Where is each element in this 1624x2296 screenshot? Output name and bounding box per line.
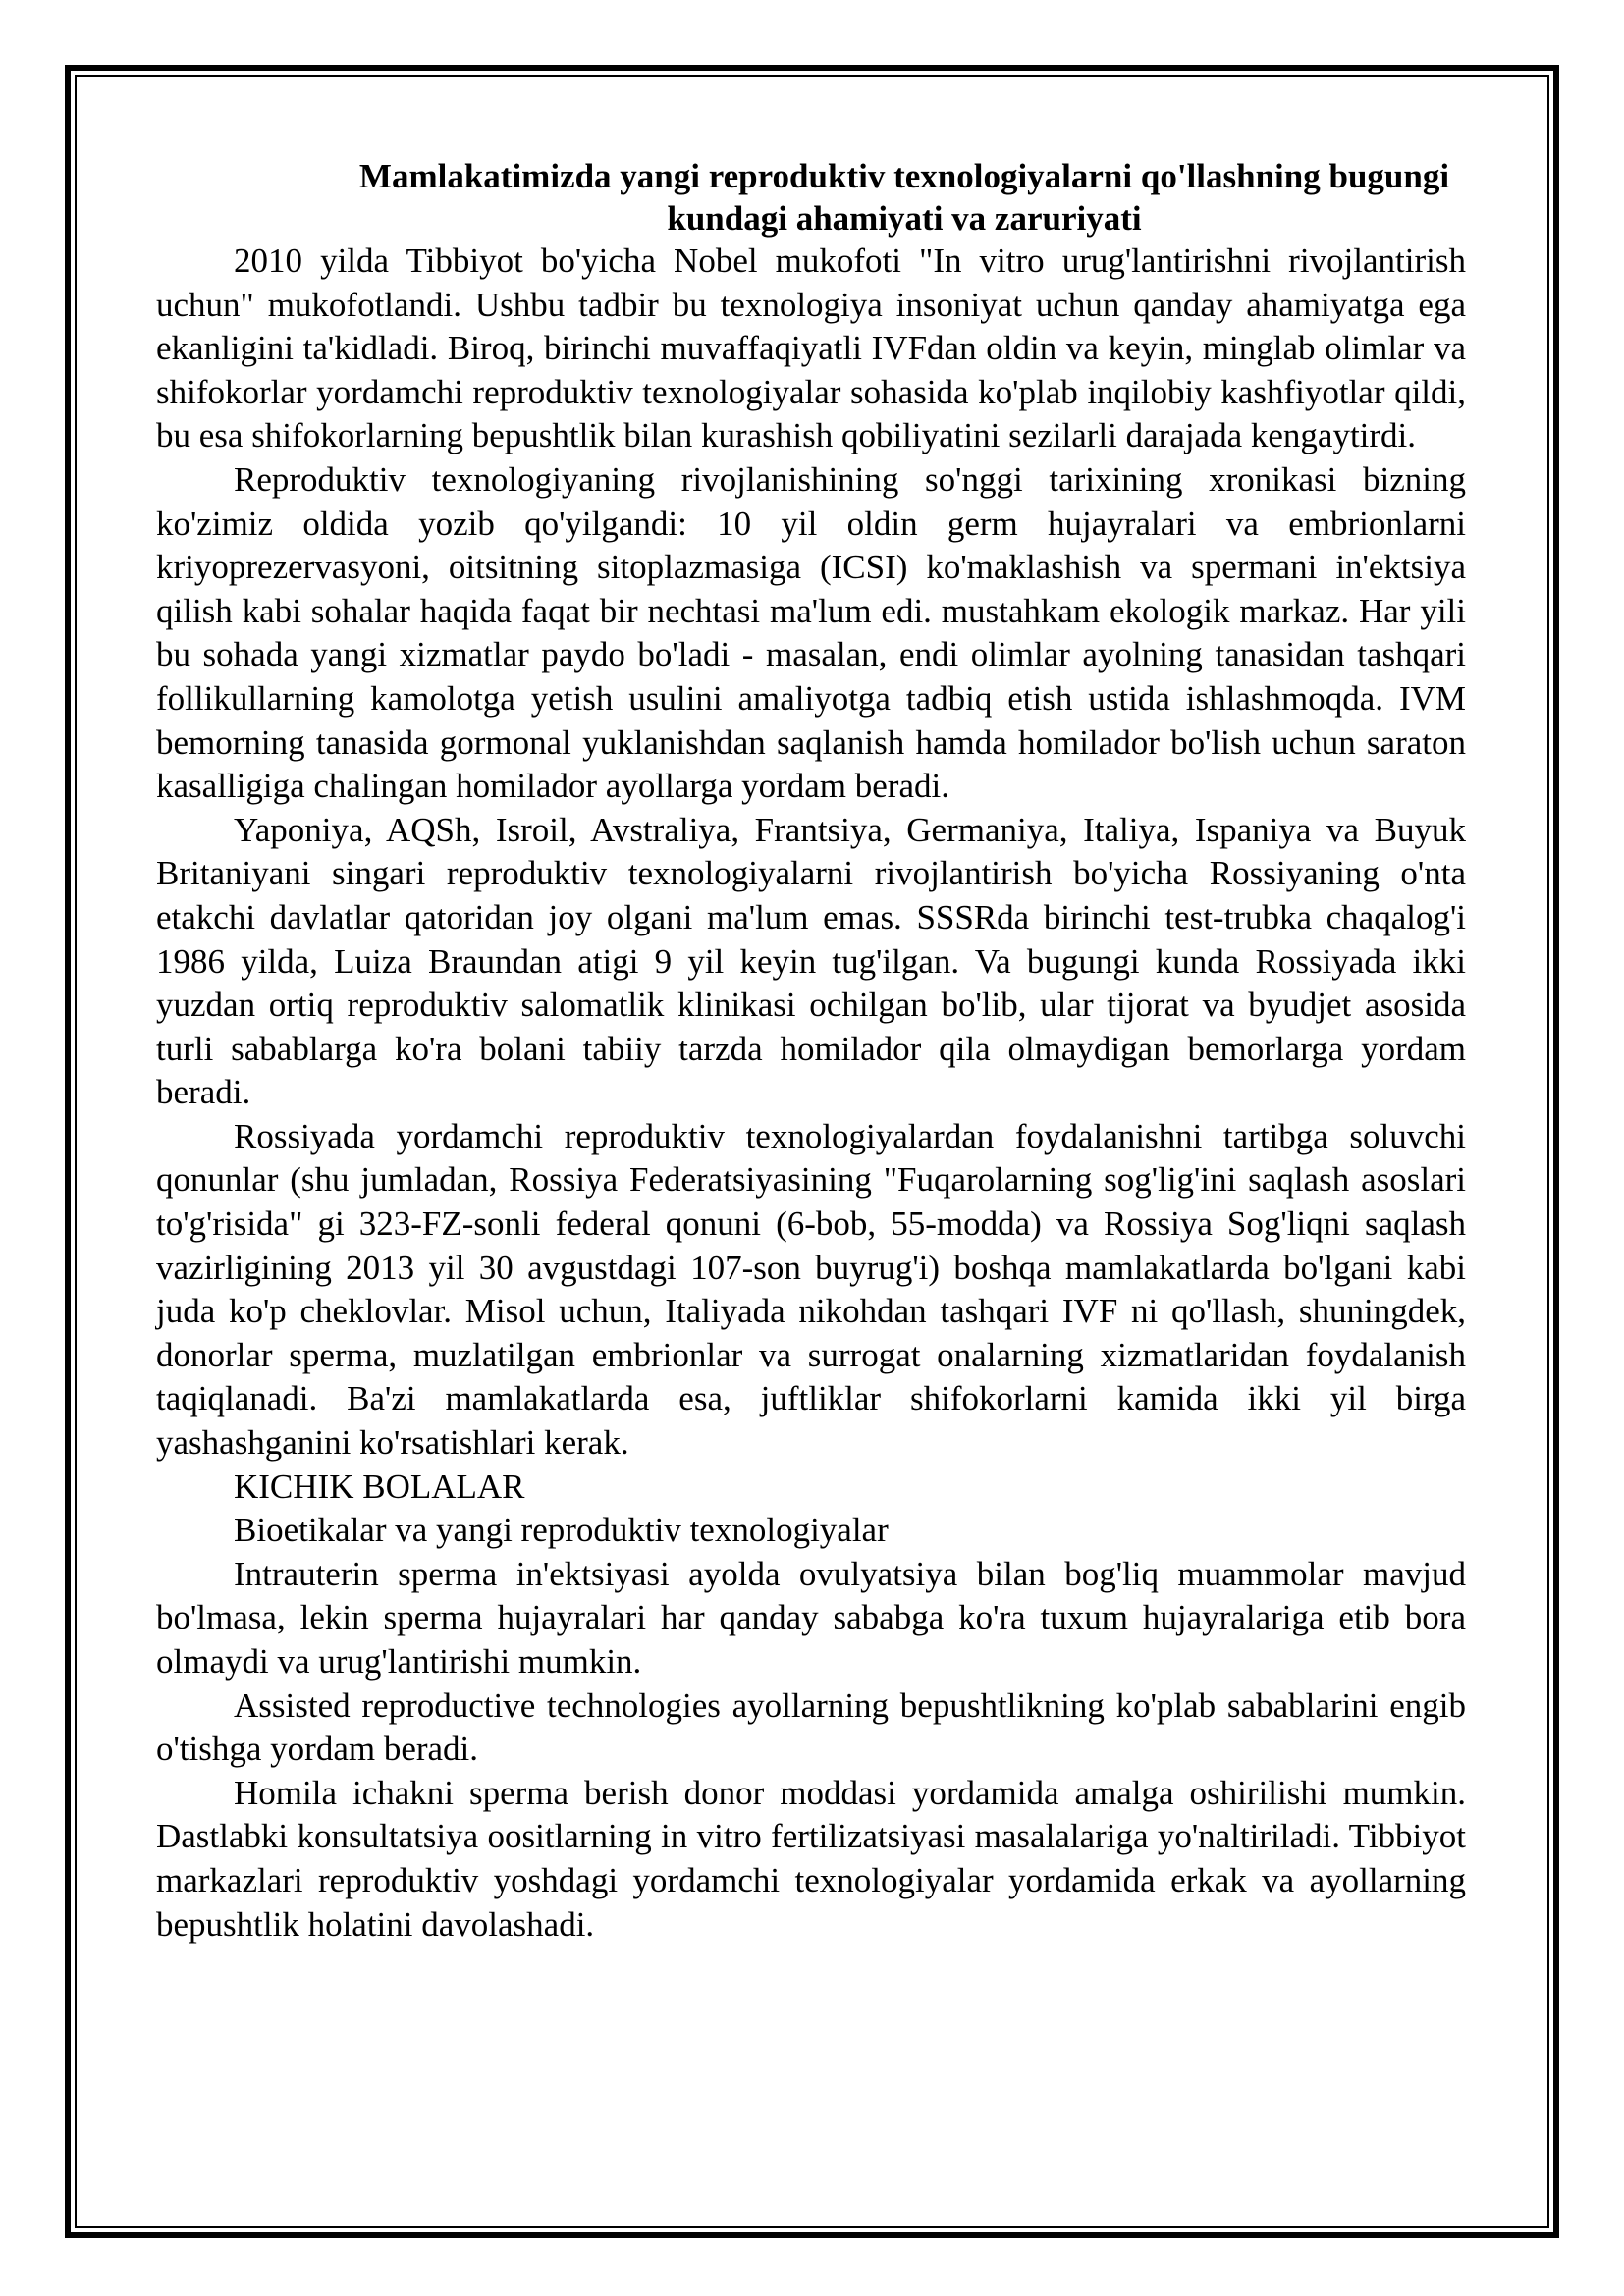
document-body — [156, 155, 1466, 1947]
section-heading-kichik-bolalar: KICHIK BOLALAR — [234, 1467, 525, 1506]
paragraph-nobel-prize: 2010 yilda Tibbiyot bo'yicha Nobel mukofoti "In vitro urug'lantirishni rivojlantirish uchun" mukofotlandi. Ushbu tadbir bu texnologiya insoniyat uchun qanday ahamiyatga ega ekanligini ta'kidladi. Biroq, birinchi muvaffaqiyatli IVFdan oldin va keyin, minglab olimlar va shifokorlar yordamchi reproduktiv texnologiyalar sohasida ko'plab inqilobiy kashfiyotlar qildi, bu esa shifokorlarning bepushtlik bilan kurashish qobiliyatini sezilarli darajada kengaytirdi. — [156, 241, 1466, 455]
paragraph-leading-countries: Yaponiya, AQSh, Isroil, Avstraliya, Frantsiya, Germaniya, Italiya, Ispaniya va Buyuk Britaniyani singari reproduktiv texnologiyalarni rivojlantirish bo'yicha Rossiyaning o'nta etakchi davlatlar qatoridan joy olgani ma'lum emas. SSSRda birinchi test-trubka chaqalog'i 1986 yilda, Luiza Braundan atigi 9 yil keyin tug'ilgan. Va bugungi kunda Rossiyada ikki yuzdan ortiq reproduktiv salomatlik klinikasi ochilgan bo'lib, ular tijorat va byudjet asosida turli sabablarga ko'ra bolani tabiiy tarzda homilador qila olmaydigan bemorlarga yordam beradi. — [156, 810, 1466, 1112]
paragraph-donor-consultation: Homila ichakni sperma berish donor moddasi yordamida amalga oshirilishi mumkin. Dastlabki konsultatsiya oositlarning in vitro fertilizatsiyasi masalalariga yo'naltiriladi. Tibbiyot markazlari reproduktiv yoshdagi yordamchi texnologiyalar yordamida erkak va ayollarning bepushtlik holatini davolashadi. — [156, 1773, 1466, 1944]
paragraph-technology-history: Reproduktiv texnologiyaning rivojlanishining so'nggi tarixining xronikasi bizning ko'zimiz oldida yozib qo'yilgandi: 10 yil oldin germ hujayralari va embrionlarni kriyoprezervasyoni, oitsitning sitoplazmasiga (ICSI) ko'maklashish va spermani in'ektsiya qilish kabi sohalar haqida faqat bir nechtasi ma'lum edi. mustahkam ekologik markaz. Har yili bu sohada yangi xizmatlar paydo bo'ladi - masalan, endi olimlar ayolning tanasidan tashqari follikullarning kamolotga yetish usulini amaliyotga tadbiq etish ustida ishlashmoqda. IVM bemorning tanasida gormonal yuklanishdan saqlanish hamda homilador bo'lish uchun saraton kasalligiga chalingan homilador ayollarga yordam beradi. — [156, 459, 1466, 806]
paragraph-assisted-technologies: Assisted reproductive technologies ayollarning bepushtlikning ko'plab sabablarini engib o'tishga yordam beradi. — [156, 1685, 1466, 1769]
paragraph-regulation-laws: Rossiyada yordamchi reproduktiv texnologiyalardan foydalanishni tartibga soluvchi qonunlar (shu jumladan, Rossiya Federatsiyasining "Fuqarolarning sog'lig'ini saqlash asoslari to'g'risida" gi 323-FZ-sonli federal qonuni (6-bob, 55-modda) va Rossiya Sog'liqni saqlash vazirligining 2013 yil 30 avgustdagi 107-son buyrug'i) boshqa mamlakatlarda bo'lgani kabi juda ko'p cheklovlar. Misol uchun, Italiyada nikohdan tashqari IVF ni qo'llash, shuningdek, donorlar sperma, muzlatilgan embrionlar va surrogat onalarning xizmatlaridan foydalanish taqiqlanadi. Ba'zi mamlakatlarda esa, juftliklar shifokorlarni kamida ikki yil birga yashashganini ko'rsatishlari kerak. — [156, 1116, 1466, 1463]
paragraph-intrauterine-injection: Intrauterin sperma in'ektsiyasi ayolda ovulyatsiya bilan bog'liq muammolar mavjud bo'lmasa, lekin sperma hujayralari har qanday sababga ko'ra tuxum hujayralariga etib bora olmaydi va urug'lantirishi mumkin. — [156, 1554, 1466, 1681]
section-heading-bioethics: Bioetikalar va yangi reproduktiv texnologiyalar — [234, 1511, 889, 1550]
document-title: Mamlakatimizda yangi reproduktiv texnologiyalarni qo'llashning bugungi kundagi ahamiyati va zaruriyati — [358, 157, 1450, 238]
